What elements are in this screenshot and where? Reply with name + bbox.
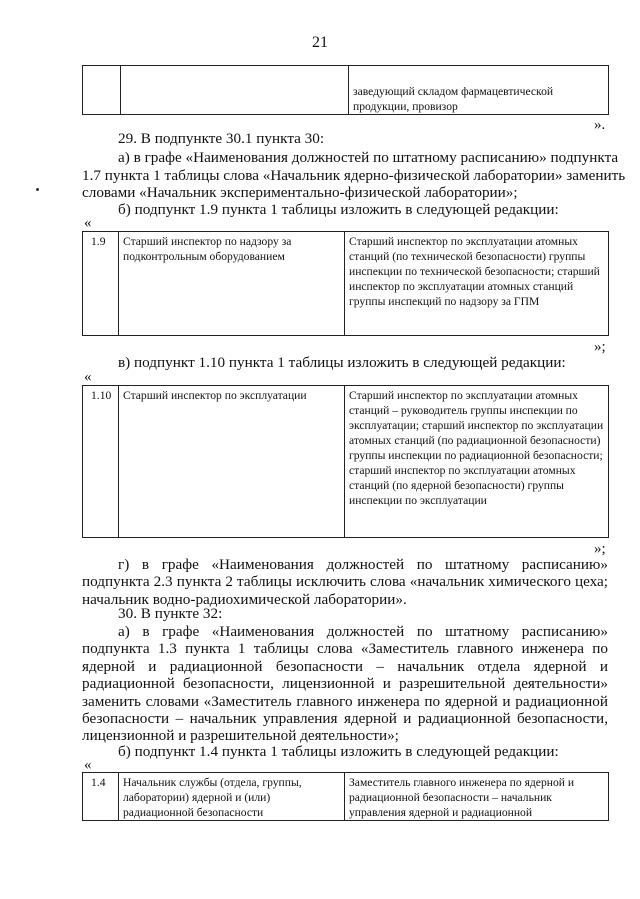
cell-position-old: [121, 66, 349, 115]
cell-position-new: Заместитель главного инженера по ядерной и радиационной безопасности – начальник управления ядерной и радиационной: [345, 773, 609, 821]
cell-position-old: Начальник службы (отдела, группы, лаборатории) ядерной и (или) радиационной безопасности: [119, 773, 345, 821]
cell-position-old: Старший инспектор по эксплуатации: [119, 386, 345, 538]
cell-position-new: заведующий складом фармацевтической продукции, провизор: [349, 66, 609, 115]
opening-quote: «: [84, 215, 92, 231]
paragraph: а) в графе «Наименования должностей по штатному расписанию» подпункта 1.3 пункта 1 таблицы слова «Заместитель главного инженера по ядерной и радиационной безопасности – начальник отдела ядерной и радиационной безопасности, лицензионной и разрешительной деятельности» заменить словами «Заместитель главного инженера по ядерной и радиационной безопасности – начальник управления ядерной и радиационной безопасности, лицензионной и разрешительной деятельности»;: [82, 623, 608, 745]
paragraph-line: б) подпункт 1.9 пункта 1 таблицы изложить в следующей редакции:: [118, 201, 559, 218]
opening-quote: «: [84, 757, 92, 773]
closing-quote: »;: [594, 339, 606, 355]
closing-quote: »;: [594, 541, 606, 557]
paragraph-line: 1.7 пункта 1 таблицы слова «Начальник ядерно-физической лаборатории» заменить: [82, 167, 626, 184]
cell-number: 1.10: [83, 386, 119, 538]
paragraph-line: а) в графе «Наименования должностей по штатному расписанию» подпункта: [118, 149, 619, 166]
table-row: [83, 773, 609, 821]
table-row: [83, 232, 609, 336]
table-row: [83, 66, 609, 115]
cell-number: 1.9: [83, 232, 119, 336]
cell-number: 1.4: [83, 773, 119, 821]
table-item-1-4: [82, 772, 609, 821]
table-item-1-9: [82, 231, 609, 336]
table-item-1-10: [82, 385, 609, 538]
table-continuation: [82, 65, 609, 115]
cell-number: [83, 66, 121, 115]
cell-position-old: Старший инспектор по надзору за подконтрольным оборудованием: [119, 232, 345, 336]
paragraph-line: б) подпункт 1.4 пункта 1 таблицы изложить в следующей редакции:: [118, 743, 559, 760]
cell-position-new: Старший инспектор по эксплуатации атомных станций (по технической безопасности) группы инспекции по технической безопасности; старший инспектор по эксплуатации атомных станций группы инспекций по надзору за ГПМ: [345, 232, 609, 336]
table-row: [83, 386, 609, 538]
opening-quote: «: [84, 369, 92, 385]
page-number: 21: [312, 34, 328, 51]
cell-position-new: Старший инспектор по эксплуатации атомных станций – руководитель группы инспекции по эксплуатации; старший инспектор по эксплуатации атомных станций (по радиационной безопасности) группы инспекции по радиационной безопасности; старший инспектор по эксплуатации атомных станций (по ядерной безопасности) группы инспекции по эксплуатации: [345, 386, 609, 538]
paragraph-line: в) подпункт 1.10 пункта 1 таблицы изложить в следующей редакции:: [118, 354, 566, 371]
paragraph: г) в графе «Наименования должностей по штатному расписанию» подпункта 2.3 пункта 2 таблицы исключить слова «начальник химического цеха; начальник водно-радиохимической лаборатории».: [82, 556, 608, 608]
paragraph-line: словами «Начальник экспериментально-физической лаборатории»;: [82, 184, 518, 201]
item-heading: 29. В подпункте 30.1 пункта 30:: [118, 130, 325, 147]
item-heading: 30. В пункте 32:: [118, 605, 223, 622]
closing-quote: ».: [594, 117, 606, 133]
scan-speck: [36, 188, 39, 191]
